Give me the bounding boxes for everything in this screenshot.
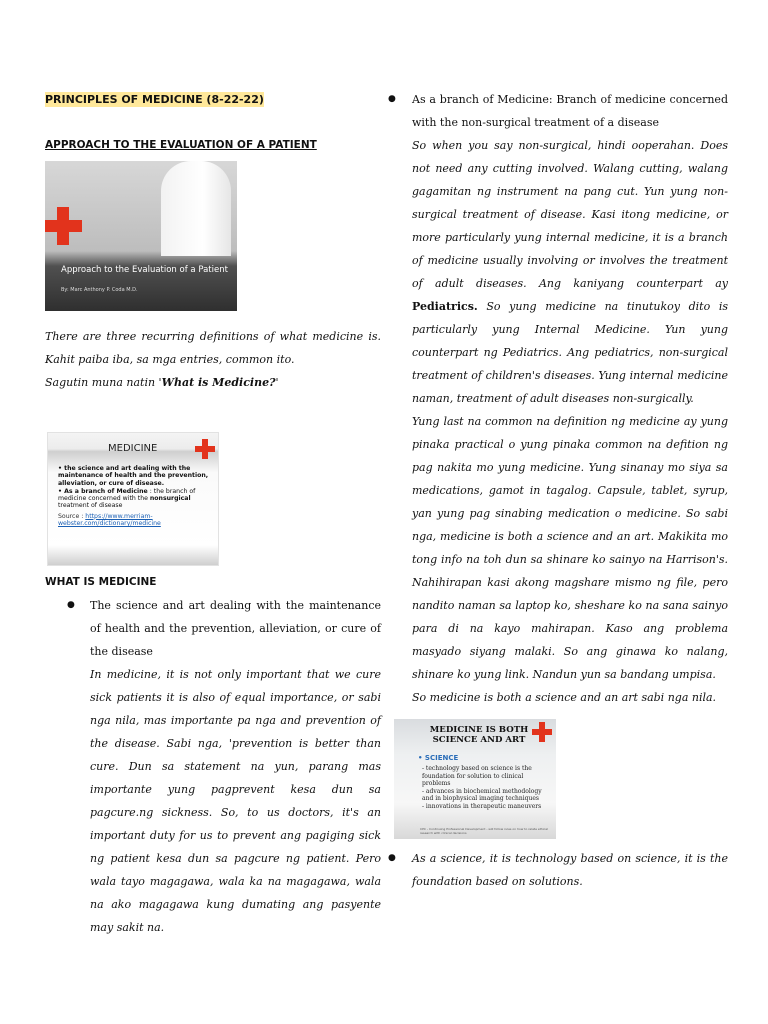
bullet-icon: ● [388,94,396,104]
bullet-as-a-science: ● As a science, it is technology based on science, it is the foundation based on solutions. [386,847,728,893]
paragraph-common-definition: Yung last na common na definition ng medicine ay yung pinaka practical o yung pinaka common na defition ng pag nakita mo yung medicine. Yung sinanay mo siya sa medications, gamot in tagalog. Capsule, tablet, syrup, yan yung pag sinabing medication o medicine. So sabi nga, medicine is both a science and an art. Makikita mo tong info na toh dun sa shinare ko sainyo na Harrison's. Nahihirapan kasi akong magshare mismo ng file, pero nandito naman sa laptop ko, sheshare ko na sana sainyo para di na kayo mahirapan. Kaso ang problema masyado siyang malaki. So ang ginawa ko nalang, shinare ko yung link. Nandun yun sa bandang umpisa. [412,415,728,681]
right-column [388,88,728,893]
slide-footnote: CPC - Continuing Professional Development - will follow rules on how to relate ethical research with clinical decisions [420,827,548,835]
intro-question: Sagutin muna natin 'What is Medicine?' [45,376,279,389]
slide-image-medicine [47,432,219,566]
slide-title: MEDICINE IS BOTH SCIENCE AND ART [429,725,529,745]
paragraph-prevention: In medicine, it is not only important that we cure sick patients it is also of equal importance, or sabi nga nila, mas importante pa nga and prevention of the disease. Sabi nga, 'prevention is better than cure. Dun sa statement na yun, parang mas importante yung pagprevent kesa dun sa pagcure.ng sickness. So, to us doctors, it's an important duty for us to prevent ang pagiging sick ng patient kesa dun sa pagcure ng patient. Pero wala tayo magagawa, wala ka na magagawa, wala na ako magagawa kung dumating ang pasyente may sakit na. [90,668,381,934]
bullet-branch-of-medicine: ● As a branch of Medicine: Branch of medicine concerned with the non-surgical treatment of a disease [386,88,728,134]
source-link[interactable]: https://www.merriam-webster.com/dictionary/medicine [58,512,161,528]
slide-title: Approach to the Evaluation of a Patient [61,265,228,275]
slide-image-approach [45,161,237,311]
section-heading-what-is-medicine: WHAT IS MEDICINE [45,576,157,588]
slide-author: By: Marc Anthony P. Coda M.D. [61,287,138,293]
slide-science-label: • SCIENCE [418,754,459,762]
intro-paragraph: There are three recurring definitions of what medicine is. Kahit paiba iba, sa mga entries, common ito. [45,330,381,366]
bullet-icon: ● [388,853,396,863]
paragraph-science-and-art: So medicine is both a science and an art sabi nga nila. [412,691,717,704]
slide-text: - technology based on science is the foundation for solution to clinical problems - advances in biochemical methodology and in biophysical imaging techniques - innovations in therapeutic maneuvers [422,765,542,810]
bullet-science-and-art: ● The science and art dealing with the maintenance of health and the prevention, alleviation, or cure of the disease [45,594,381,663]
slide-title: MEDICINE [108,443,158,454]
doctor-figure [161,161,231,256]
slide-image-science-and-art [394,719,556,839]
left-column [45,88,381,939]
slide-text: • the science and art dealing with the maintenance of health and the prevention, alleviation, or cure of disease. • As a branch of Medicine : the branch of medicine concerned with the nonsurgical treatment of disease Source : https://www.merriam-webster.com/dictionary/medicine [58,465,209,528]
document-title: PRINCIPLES OF MEDICINE (8-22-22) [45,93,264,106]
paragraph-non-surgical: So when you say non-surgical, hindi ooperahan. Does not need any cutting involved. Walang cutting, walang gagamitan ng instrument na pang cut. Yun yung non-surgical treatment of disease. Kasi itong medicine, or more particularly yung internal medicine, it is a branch of medicine usually involving or involves the treatment of adult diseases. Ang kaniyang counterpart ay Pediatrics. So yung medicine na tinutukoy dito is particularly yung Internal Medicine. Yun yung counterpart ng Pediatrics. Ang pediatrics, non-surgical treatment of children's diseases. Yung internal medicine naman, treatment of adult diseases non-surgically. [412,139,728,405]
section-heading-approach: APPROACH TO THE EVALUATION OF A PATIENT [45,139,317,151]
bullet-icon: ● [67,600,75,610]
